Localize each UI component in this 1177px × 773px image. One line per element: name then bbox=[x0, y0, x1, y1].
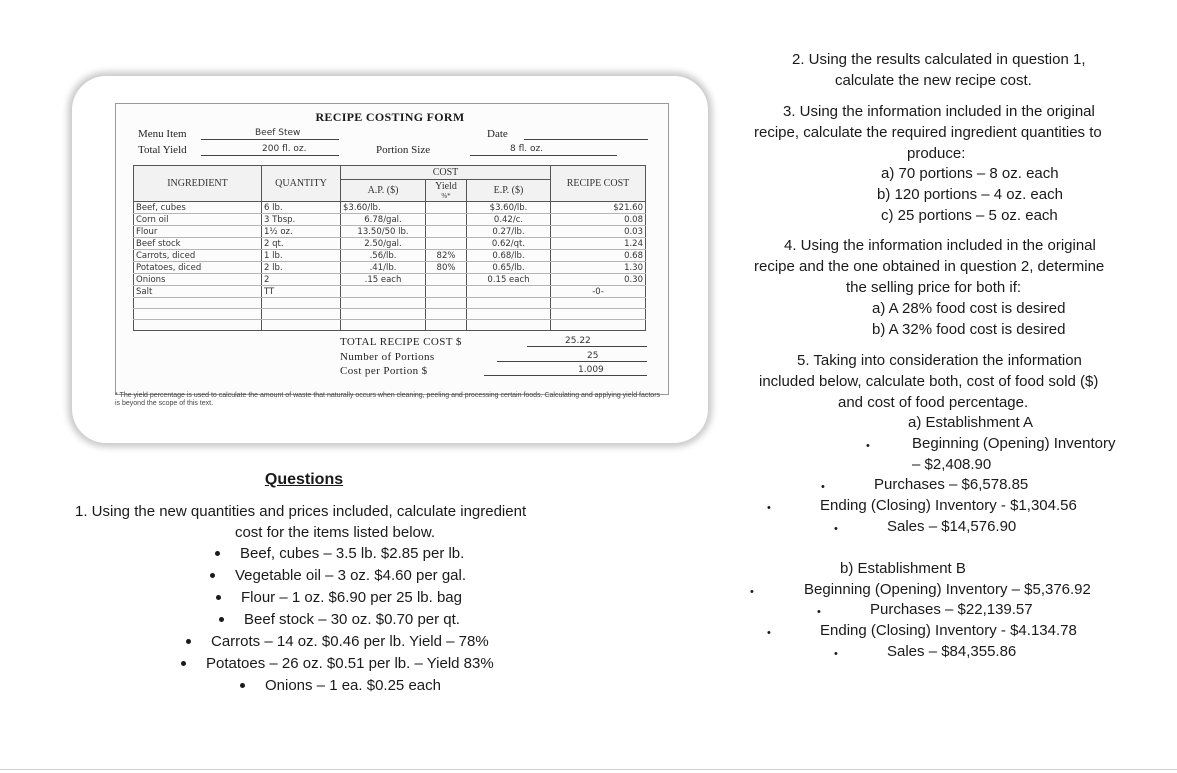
list-item: Potatoes – 26 oz. $0.51 per lb. – Yield 83% bbox=[206, 655, 494, 672]
cell-ap: 13.50/50 lb. bbox=[341, 226, 426, 238]
header-yield-label: Yield bbox=[435, 180, 457, 192]
total-yield-value: 200 fl. oz. bbox=[262, 144, 307, 154]
question-4-line-3: the selling price for both if: bbox=[846, 279, 1022, 296]
establishment-a-label: a) Establishment A bbox=[908, 414, 1034, 431]
form-title: RECIPE COSTING FORM bbox=[315, 110, 465, 124]
cell-yield bbox=[426, 226, 467, 238]
question-2-line-2: calculate the new recipe cost. bbox=[835, 72, 1032, 89]
list-item: Vegetable oil – 3 oz. $4.60 per gal. bbox=[235, 567, 467, 584]
cell-ep: 0.65/lb. bbox=[467, 262, 551, 274]
cost-per-portion-value: 1.009 bbox=[578, 365, 604, 375]
establishment-b-item: Beginning (Opening) Inventory – $5,376.92 bbox=[804, 581, 1091, 598]
table-row bbox=[134, 262, 646, 274]
list-item: Flour – 1 oz. $6.90 per 25 lb. bag bbox=[241, 589, 462, 606]
header-ep: E.P. ($) bbox=[467, 180, 551, 202]
header-yield bbox=[426, 180, 467, 202]
cell-yield: 82% bbox=[426, 250, 467, 262]
list-item: Beef, cubes – 3.5 lb. $2.85 per lb. bbox=[240, 545, 465, 562]
establishment-a-item: Ending (Closing) Inventory - $1,304.56 bbox=[820, 497, 1077, 514]
establishment-a-item: Beginning (Opening) Inventory bbox=[912, 435, 1116, 452]
question-3-line-1: 3. Using the information included in the original bbox=[783, 103, 1095, 120]
portions-label: Number of Portions bbox=[340, 351, 435, 363]
yield-footnote: * The yield percentage is used to calculate the amount of waste that naturally occurs when cleaning, peeling and processing certain foods. Calculating and applying yield factors is beyond the scope of this text. bbox=[115, 392, 661, 407]
menu-item-value: Beef Stew bbox=[255, 128, 301, 138]
header-quantity: QUANTITY bbox=[262, 166, 341, 202]
establishment-b-item: Sales – $84,355.86 bbox=[887, 643, 1017, 660]
cell-quantity: TT bbox=[262, 286, 341, 298]
question-3-option-c: c) 25 portions – 5 oz. each bbox=[881, 207, 1058, 224]
cell-quantity: 1½ oz. bbox=[262, 226, 341, 238]
total-recipe-cost-value: 25.22 bbox=[565, 336, 591, 346]
cell-ep: 0.42/c. bbox=[467, 214, 551, 226]
cell-recipe-cost: 0.68 bbox=[551, 250, 646, 262]
cell-ap: 2.50/gal. bbox=[341, 238, 426, 250]
question-1-line-1: 1. Using the new quantities and prices included, calculate ingredient bbox=[75, 503, 527, 520]
question-4-line-1: 4. Using the information included in the original bbox=[784, 237, 1096, 254]
table-row bbox=[134, 238, 646, 250]
date-label: Date bbox=[487, 128, 508, 140]
cell-yield bbox=[426, 274, 467, 286]
page-bottom-rule bbox=[0, 769, 1177, 770]
cell-recipe-cost: -0- bbox=[551, 286, 646, 298]
cell-yield: 80% bbox=[426, 262, 467, 274]
table-row-blank bbox=[134, 309, 646, 320]
cell-ap: $3.60/lb. bbox=[341, 202, 426, 214]
cell-recipe-cost: 1.30 bbox=[551, 262, 646, 274]
cell-recipe-cost: 0.08 bbox=[551, 214, 646, 226]
cell-ingredient: Flour bbox=[134, 226, 262, 238]
header-ap: A.P. ($) bbox=[341, 180, 426, 202]
cell-recipe-cost: 0.30 bbox=[551, 274, 646, 286]
table-row bbox=[134, 226, 646, 238]
total-yield-label: Total Yield bbox=[138, 144, 187, 156]
cell-ep: $3.60/lb. bbox=[467, 202, 551, 214]
cell-ap: .56/lb. bbox=[341, 250, 426, 262]
cost-per-portion-label: Cost per Portion $ bbox=[340, 365, 428, 377]
cell-recipe-cost: 0.03 bbox=[551, 226, 646, 238]
question-3-option-b: b) 120 portions – 4 oz. each bbox=[877, 186, 1063, 203]
cell-yield bbox=[426, 238, 467, 250]
cell-ingredient: Beef stock bbox=[134, 238, 262, 250]
question-3-line-2: recipe, calculate the required ingredient quantities to bbox=[754, 124, 1102, 141]
cell-ingredient: Onions bbox=[134, 274, 262, 286]
cell-quantity: 6 lb. bbox=[262, 202, 341, 214]
cell-quantity: 2 qt. bbox=[262, 238, 341, 250]
header-recipe-cost: RECIPE COST bbox=[551, 166, 646, 202]
table-row bbox=[134, 274, 646, 286]
portion-size-label: Portion Size bbox=[376, 144, 431, 156]
cell-ap bbox=[341, 286, 426, 298]
question-5-line-2: included below, calculate both, cost of food sold ($) bbox=[759, 373, 1099, 390]
question-3-line-3: produce: bbox=[907, 145, 966, 162]
cell-ep: 0.15 each bbox=[467, 274, 551, 286]
question-4-option-a: a) A 28% food cost is desired bbox=[872, 300, 1066, 317]
header-yield-pct: %* bbox=[441, 191, 451, 200]
establishment-a-item: Sales – $14,576.90 bbox=[887, 518, 1017, 535]
cell-quantity: 1 lb. bbox=[262, 250, 341, 262]
cell-quantity: 2 bbox=[262, 274, 341, 286]
question-4-option-b: b) A 32% food cost is desired bbox=[872, 321, 1066, 338]
table-row-blank bbox=[134, 319, 646, 330]
cell-yield bbox=[426, 286, 467, 298]
menu-item-label: Menu Item bbox=[138, 128, 187, 140]
cell-yield bbox=[426, 214, 467, 226]
cell-quantity: 2 lb. bbox=[262, 262, 341, 274]
questions-heading: Questions bbox=[264, 471, 344, 488]
cell-ingredient: Corn oil bbox=[134, 214, 262, 226]
list-item: Carrots – 14 oz. $0.46 per lb. Yield – 78% bbox=[211, 633, 489, 650]
question-5-line-3: and cost of food percentage. bbox=[838, 394, 1029, 411]
list-item: Beef stock – 30 oz. $0.70 per qt. bbox=[244, 611, 460, 628]
table-row bbox=[134, 250, 646, 262]
header-cost: COST bbox=[341, 166, 551, 180]
table-row bbox=[134, 202, 646, 214]
cell-ep bbox=[467, 286, 551, 298]
cell-recipe-cost: 1.24 bbox=[551, 238, 646, 250]
portions-value: 25 bbox=[587, 351, 599, 361]
total-recipe-cost-label: TOTAL RECIPE COST $ bbox=[340, 336, 462, 348]
question-1-line-2: cost for the items listed below. bbox=[234, 524, 436, 541]
table-row bbox=[134, 214, 646, 226]
establishment-a-item: – $2,408.90 bbox=[912, 456, 992, 473]
cell-ingredient: Potatoes, diced bbox=[134, 262, 262, 274]
table-row bbox=[134, 286, 646, 298]
question-3-option-a: a) 70 portions – 8 oz. each bbox=[881, 165, 1059, 182]
header-ingredient: INGREDIENT bbox=[134, 166, 262, 202]
establishment-b-label: b) Establishment B bbox=[840, 560, 966, 577]
establishment-b-item: Purchases – $22,139.57 bbox=[870, 601, 1033, 618]
cell-ap: .15 each bbox=[341, 274, 426, 286]
cell-ingredient: Carrots, diced bbox=[134, 250, 262, 262]
cell-ap: 6.78/gal. bbox=[341, 214, 426, 226]
cell-ep: 0.27/lb. bbox=[467, 226, 551, 238]
establishment-b-item: Ending (Closing) Inventory - $4.134.78 bbox=[820, 622, 1077, 639]
cell-ingredient: Beef, cubes bbox=[134, 202, 262, 214]
cell-recipe-cost: $21.60 bbox=[551, 202, 646, 214]
cell-ingredient: Salt bbox=[134, 286, 262, 298]
cell-ep: 0.68/lb. bbox=[467, 250, 551, 262]
portion-size-value: 8 fl. oz. bbox=[510, 144, 544, 154]
list-item: Onions – 1 ea. $0.25 each bbox=[265, 677, 441, 694]
question-2-line-1: 2. Using the results calculated in question 1, bbox=[792, 51, 1086, 68]
cell-ap: .41/lb. bbox=[341, 262, 426, 274]
question-5-line-1: 5. Taking into consideration the information bbox=[797, 352, 1082, 369]
table-row-blank bbox=[134, 298, 646, 309]
cell-ep: 0.62/qt. bbox=[467, 238, 551, 250]
recipe-costing-table bbox=[133, 165, 646, 331]
question-4-line-2: recipe and the one obtained in question 2, determine bbox=[754, 258, 1105, 275]
cell-quantity: 3 Tbsp. bbox=[262, 214, 341, 226]
question-1 bbox=[75, 501, 565, 543]
cell-yield bbox=[426, 202, 467, 214]
establishment-a-item: Purchases – $6,578.85 bbox=[874, 476, 1029, 493]
